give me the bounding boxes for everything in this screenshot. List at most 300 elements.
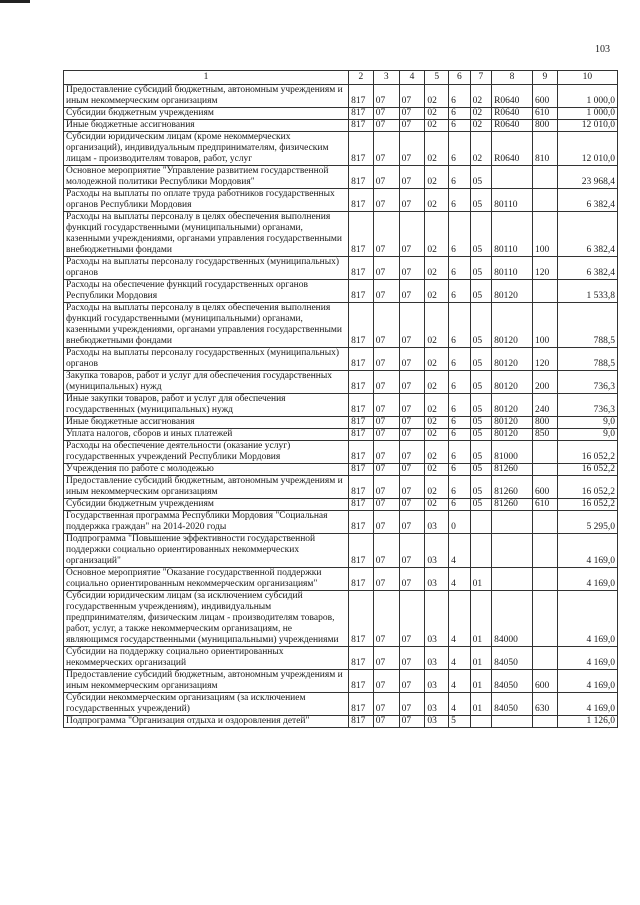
row-name: Основное мероприятие "Оказание государственной поддержки социально ориентированным некоммерческим организациям"	[64, 568, 349, 591]
cell-direction	[492, 534, 533, 568]
row-name: Закупка товаров, работ и услуг для обеспечения государственных (муниципальных) нужд	[64, 371, 349, 394]
table-row	[64, 417, 618, 429]
cell-direction: 84050	[492, 647, 533, 670]
cell-direction: 80120	[492, 303, 533, 348]
cell-subsection: 07	[399, 591, 425, 647]
cell-expense-type: 120	[532, 348, 557, 371]
cell-subsection: 07	[399, 303, 425, 348]
table-row	[64, 511, 618, 534]
cell-subsection: 07	[399, 280, 425, 303]
cell-program: 02	[425, 394, 449, 417]
cell-section: 07	[373, 303, 399, 348]
cell-subsection: 07	[399, 166, 425, 189]
row-name: Расходы на выплаты персоналу государственных (муниципальных) органов	[64, 348, 349, 371]
cell-direction: R0640	[492, 132, 533, 166]
row-name: Расходы на выплаты по оплате труда работников государственных органов Республики Мордовия	[64, 189, 349, 212]
cell-section: 07	[373, 693, 399, 716]
cell-subprogram: 6	[449, 371, 471, 394]
table-row	[64, 464, 618, 476]
cell-subsection: 07	[399, 417, 425, 429]
table-row	[64, 716, 618, 728]
row-name: Государственная программа Республики Мордовия "Социальная поддержка граждан" на 2014-2020 годы	[64, 511, 349, 534]
cell-ministry: 817	[349, 371, 374, 394]
cell-ministry: 817	[349, 476, 374, 499]
cell-activity	[470, 534, 492, 568]
cell-expense-type: 100	[532, 212, 557, 257]
table-row	[64, 257, 618, 280]
cell-expense-type: 610	[532, 108, 557, 120]
table-row	[64, 693, 618, 716]
cell-section: 07	[373, 348, 399, 371]
cell-amount: 4 169,0	[557, 647, 617, 670]
cell-ministry: 817	[349, 120, 374, 132]
col-header-10: 10	[557, 71, 617, 85]
cell-direction: 80120	[492, 394, 533, 417]
cell-amount: 1 000,0	[557, 108, 617, 120]
cell-direction	[492, 166, 533, 189]
cell-activity: 05	[470, 280, 492, 303]
cell-activity: 05	[470, 189, 492, 212]
row-name: Учреждения по работе с молодежью	[64, 464, 349, 476]
cell-activity: 05	[470, 429, 492, 441]
cell-program: 02	[425, 464, 449, 476]
cell-amount: 4 169,0	[557, 693, 617, 716]
cell-ministry: 817	[349, 108, 374, 120]
cell-direction: 80120	[492, 417, 533, 429]
cell-amount: 788,5	[557, 348, 617, 371]
cell-program: 02	[425, 476, 449, 499]
cell-ministry: 817	[349, 212, 374, 257]
cell-direction: 81260	[492, 499, 533, 511]
cell-expense-type: 100	[532, 303, 557, 348]
cell-amount: 9,0	[557, 429, 617, 441]
row-name: Основное мероприятие "Управление развитием государственной молодежной политики Республики Мордовия"	[64, 166, 349, 189]
cell-ministry: 817	[349, 670, 374, 693]
cell-expense-type	[532, 441, 557, 464]
cell-activity: 05	[470, 166, 492, 189]
cell-subsection: 07	[399, 85, 425, 108]
cell-section: 07	[373, 280, 399, 303]
cell-activity: 02	[470, 120, 492, 132]
cell-section: 07	[373, 647, 399, 670]
cell-activity	[470, 511, 492, 534]
cell-amount: 6 382,4	[557, 257, 617, 280]
cell-section: 07	[373, 568, 399, 591]
cell-subprogram: 6	[449, 464, 471, 476]
cell-expense-type	[532, 464, 557, 476]
col-header-1: 1	[64, 71, 349, 85]
cell-direction: 80120	[492, 371, 533, 394]
cell-amount: 4 169,0	[557, 568, 617, 591]
cell-subprogram: 6	[449, 499, 471, 511]
cell-amount: 6 382,4	[557, 189, 617, 212]
row-name: Уплата налогов, сборов и иных платежей	[64, 429, 349, 441]
cell-activity: 05	[470, 371, 492, 394]
cell-ministry: 817	[349, 591, 374, 647]
cell-amount: 1 126,0	[557, 716, 617, 728]
cell-section: 07	[373, 85, 399, 108]
cell-subsection: 07	[399, 476, 425, 499]
cell-subsection: 07	[399, 132, 425, 166]
cell-direction: 80110	[492, 189, 533, 212]
col-header-6: 6	[449, 71, 471, 85]
cell-ministry: 817	[349, 568, 374, 591]
cell-section: 07	[373, 371, 399, 394]
cell-activity: 05	[470, 464, 492, 476]
cell-direction: 84000	[492, 591, 533, 647]
cell-program: 02	[425, 429, 449, 441]
table-row	[64, 441, 618, 464]
cell-subprogram: 6	[449, 476, 471, 499]
cell-expense-type: 600	[532, 670, 557, 693]
cell-ministry: 817	[349, 348, 374, 371]
cell-ministry: 817	[349, 280, 374, 303]
row-name: Расходы на выплаты персоналу в целях обеспечения выполнения функций государственными (муниципальными) органами, казенными учреждениями, органами управления государственными внебюджетными фондами	[64, 212, 349, 257]
cell-subprogram: 6	[449, 429, 471, 441]
cell-expense-type	[532, 511, 557, 534]
cell-ministry: 817	[349, 257, 374, 280]
cell-amount: 6 382,4	[557, 212, 617, 257]
cell-expense-type	[532, 166, 557, 189]
cell-section: 07	[373, 499, 399, 511]
cell-program: 02	[425, 499, 449, 511]
cell-program: 02	[425, 303, 449, 348]
cell-activity: 05	[470, 476, 492, 499]
cell-subsection: 07	[399, 568, 425, 591]
cell-subsection: 07	[399, 499, 425, 511]
cell-subsection: 07	[399, 670, 425, 693]
table-row	[64, 348, 618, 371]
cell-direction: 80120	[492, 348, 533, 371]
cell-program: 02	[425, 132, 449, 166]
cell-subsection: 07	[399, 647, 425, 670]
cell-direction: R0640	[492, 120, 533, 132]
cell-amount: 4 169,0	[557, 534, 617, 568]
cell-program: 02	[425, 257, 449, 280]
row-name: Субсидии бюджетным учреждениям	[64, 108, 349, 120]
cell-program: 02	[425, 166, 449, 189]
cell-subsection: 07	[399, 464, 425, 476]
row-name: Иные закупки товаров, работ и услуг для обеспечения государственных (муниципальных) нужд	[64, 394, 349, 417]
col-header-2: 2	[349, 71, 374, 85]
cell-activity: 01	[470, 693, 492, 716]
cell-subsection: 07	[399, 716, 425, 728]
cell-subsection: 07	[399, 257, 425, 280]
cell-amount: 4 169,0	[557, 670, 617, 693]
cell-subsection: 07	[399, 534, 425, 568]
row-name: Субсидии бюджетным учреждениям	[64, 499, 349, 511]
cell-activity: 05	[470, 499, 492, 511]
table-row	[64, 280, 618, 303]
cell-activity: 05	[470, 212, 492, 257]
cell-subprogram: 4	[449, 647, 471, 670]
row-name: Расходы на обеспечение функций государственных органов Республики Мордовия	[64, 280, 349, 303]
scan-corner-mark	[0, 0, 30, 3]
cell-expense-type	[532, 189, 557, 212]
table-row	[64, 568, 618, 591]
table-row	[64, 670, 618, 693]
cell-subsection: 07	[399, 108, 425, 120]
cell-program: 02	[425, 280, 449, 303]
cell-subprogram: 4	[449, 693, 471, 716]
cell-subsection: 07	[399, 693, 425, 716]
cell-amount: 788,5	[557, 303, 617, 348]
cell-subprogram: 6	[449, 108, 471, 120]
cell-direction: 80110	[492, 212, 533, 257]
cell-section: 07	[373, 166, 399, 189]
cell-activity: 01	[470, 647, 492, 670]
cell-amount: 736,3	[557, 394, 617, 417]
cell-program: 02	[425, 417, 449, 429]
cell-subsection: 07	[399, 441, 425, 464]
row-name: Подпрограмма "Организация отдыха и оздоровления детей"	[64, 716, 349, 728]
cell-section: 07	[373, 534, 399, 568]
table-row	[64, 429, 618, 441]
cell-subprogram: 6	[449, 441, 471, 464]
row-name: Иные бюджетные ассигнования	[64, 120, 349, 132]
cell-subprogram: 6	[449, 348, 471, 371]
row-name: Расходы на выплаты персоналу в целях обеспечения выполнения функций государственными (муниципальными) органами, казенными учреждениями, органами управления государственными внебюджетными фондами	[64, 303, 349, 348]
cell-expense-type: 800	[532, 417, 557, 429]
cell-section: 07	[373, 476, 399, 499]
cell-subprogram: 4	[449, 591, 471, 647]
table-row	[64, 394, 618, 417]
cell-ministry: 817	[349, 716, 374, 728]
row-name: Предоставление субсидий бюджетным, автономным учреждениям и иным некоммерческим организациям	[64, 85, 349, 108]
row-name: Расходы на выплаты персоналу государственных (муниципальных) органов	[64, 257, 349, 280]
cell-amount: 9,0	[557, 417, 617, 429]
cell-section: 07	[373, 257, 399, 280]
table-row	[64, 189, 618, 212]
cell-program: 02	[425, 108, 449, 120]
cell-expense-type	[532, 280, 557, 303]
cell-program: 03	[425, 534, 449, 568]
cell-subprogram: 4	[449, 534, 471, 568]
cell-subprogram: 6	[449, 189, 471, 212]
row-name: Иные бюджетные ассигнования	[64, 417, 349, 429]
col-header-9: 9	[532, 71, 557, 85]
cell-activity: 05	[470, 303, 492, 348]
row-name: Субсидии некоммерческим организациям (за исключением государственных учреждений)	[64, 693, 349, 716]
cell-program: 02	[425, 371, 449, 394]
cell-program: 03	[425, 647, 449, 670]
cell-section: 07	[373, 670, 399, 693]
table-row	[64, 212, 618, 257]
cell-activity: 01	[470, 670, 492, 693]
cell-subprogram: 6	[449, 394, 471, 417]
cell-direction	[492, 716, 533, 728]
cell-ministry: 817	[349, 166, 374, 189]
cell-amount: 5 295,0	[557, 511, 617, 534]
cell-section: 07	[373, 591, 399, 647]
table-row	[64, 132, 618, 166]
cell-ministry: 817	[349, 417, 374, 429]
cell-expense-type	[532, 534, 557, 568]
table-row	[64, 534, 618, 568]
cell-subprogram: 6	[449, 166, 471, 189]
table-row	[64, 303, 618, 348]
table-row	[64, 591, 618, 647]
cell-subsection: 07	[399, 212, 425, 257]
cell-expense-type: 240	[532, 394, 557, 417]
cell-program: 02	[425, 212, 449, 257]
cell-subprogram: 5	[449, 716, 471, 728]
cell-direction: 84050	[492, 693, 533, 716]
cell-section: 07	[373, 511, 399, 534]
cell-direction: R0640	[492, 108, 533, 120]
cell-expense-type: 600	[532, 476, 557, 499]
cell-amount: 4 169,0	[557, 591, 617, 647]
cell-activity: 05	[470, 257, 492, 280]
cell-activity: 01	[470, 591, 492, 647]
cell-activity: 05	[470, 441, 492, 464]
cell-direction: 81260	[492, 476, 533, 499]
cell-subprogram: 6	[449, 132, 471, 166]
table-body	[64, 85, 618, 728]
cell-section: 07	[373, 716, 399, 728]
cell-subprogram: 6	[449, 257, 471, 280]
cell-activity: 05	[470, 348, 492, 371]
cell-subsection: 07	[399, 120, 425, 132]
cell-expense-type: 120	[532, 257, 557, 280]
table-row	[64, 108, 618, 120]
cell-ministry: 817	[349, 534, 374, 568]
cell-amount: 736,3	[557, 371, 617, 394]
cell-ministry: 817	[349, 189, 374, 212]
cell-expense-type: 810	[532, 132, 557, 166]
cell-expense-type: 200	[532, 371, 557, 394]
cell-subsection: 07	[399, 189, 425, 212]
cell-direction: 80120	[492, 429, 533, 441]
cell-section: 07	[373, 417, 399, 429]
cell-program: 03	[425, 716, 449, 728]
table-row	[64, 371, 618, 394]
cell-direction: 81260	[492, 464, 533, 476]
header-row	[64, 71, 618, 85]
cell-ministry: 817	[349, 429, 374, 441]
cell-activity: 02	[470, 85, 492, 108]
cell-amount: 12 010,0	[557, 120, 617, 132]
cell-direction	[492, 568, 533, 591]
cell-activity: 05	[470, 394, 492, 417]
row-name: Предоставление субсидий бюджетным, автономным учреждениям и иным некоммерческим организациям	[64, 670, 349, 693]
cell-ministry: 817	[349, 85, 374, 108]
cell-amount: 12 010,0	[557, 132, 617, 166]
cell-program: 03	[425, 511, 449, 534]
row-name: Субсидии на поддержку социально ориентированных некоммерческих организаций	[64, 647, 349, 670]
col-header-5: 5	[425, 71, 449, 85]
cell-amount: 16 052,2	[557, 499, 617, 511]
table-row	[64, 499, 618, 511]
cell-expense-type: 630	[532, 693, 557, 716]
cell-subprogram: 6	[449, 212, 471, 257]
cell-expense-type: 800	[532, 120, 557, 132]
cell-section: 07	[373, 429, 399, 441]
cell-subprogram: 6	[449, 280, 471, 303]
cell-ministry: 817	[349, 511, 374, 534]
cell-ministry: 817	[349, 303, 374, 348]
row-name: Подпрограмма "Повышение эффективности государственной поддержки социально ориентированных некоммерческих организаций"	[64, 534, 349, 568]
table-row	[64, 120, 618, 132]
cell-activity	[470, 716, 492, 728]
row-name: Субсидии юридическим лицам (за исключением субсидий государственным учреждениям), индивидуальным предпринимателям, физическим лицам - производителям товаров, работ, услуг, а также некоммерческим организациям, не являющимся государственными (муниципальными) учреждениями	[64, 591, 349, 647]
cell-expense-type	[532, 647, 557, 670]
cell-section: 07	[373, 394, 399, 417]
cell-program: 03	[425, 693, 449, 716]
cell-amount: 23 968,4	[557, 166, 617, 189]
cell-activity: 02	[470, 132, 492, 166]
cell-program: 02	[425, 85, 449, 108]
table-row	[64, 166, 618, 189]
cell-program: 02	[425, 189, 449, 212]
cell-direction: 80110	[492, 257, 533, 280]
cell-subsection: 07	[399, 429, 425, 441]
cell-expense-type	[532, 568, 557, 591]
cell-direction: R0640	[492, 85, 533, 108]
cell-ministry: 817	[349, 693, 374, 716]
cell-section: 07	[373, 464, 399, 476]
cell-section: 07	[373, 189, 399, 212]
cell-section: 07	[373, 441, 399, 464]
row-name: Расходы на обеспечение деятельности (оказание услуг) государственных учреждений Республики Мордовия	[64, 441, 349, 464]
table-row	[64, 647, 618, 670]
col-header-7: 7	[470, 71, 492, 85]
cell-subprogram: 4	[449, 568, 471, 591]
cell-program: 03	[425, 670, 449, 693]
cell-direction	[492, 511, 533, 534]
cell-section: 07	[373, 108, 399, 120]
cell-subsection: 07	[399, 348, 425, 371]
cell-activity: 02	[470, 108, 492, 120]
cell-expense-type: 600	[532, 85, 557, 108]
cell-subprogram: 6	[449, 120, 471, 132]
cell-ministry: 817	[349, 464, 374, 476]
table-row	[64, 476, 618, 499]
cell-activity: 05	[470, 417, 492, 429]
col-header-8: 8	[492, 71, 533, 85]
cell-program: 02	[425, 120, 449, 132]
cell-amount: 16 052,2	[557, 441, 617, 464]
cell-subsection: 07	[399, 371, 425, 394]
cell-amount: 16 052,2	[557, 464, 617, 476]
cell-subprogram: 4	[449, 670, 471, 693]
table-row	[64, 85, 618, 108]
cell-subsection: 07	[399, 394, 425, 417]
cell-ministry: 817	[349, 132, 374, 166]
cell-expense-type	[532, 591, 557, 647]
row-name: Предоставление субсидий бюджетным, автономным учреждениям и иным некоммерческим организациям	[64, 476, 349, 499]
cell-activity: 01	[470, 568, 492, 591]
cell-direction: 80120	[492, 280, 533, 303]
cell-ministry: 817	[349, 441, 374, 464]
cell-subprogram: 6	[449, 417, 471, 429]
cell-subsection: 07	[399, 511, 425, 534]
cell-amount: 16 052,2	[557, 476, 617, 499]
cell-program: 03	[425, 591, 449, 647]
cell-program: 02	[425, 441, 449, 464]
col-header-4: 4	[399, 71, 425, 85]
cell-subprogram: 0	[449, 511, 471, 534]
cell-amount: 1 000,0	[557, 85, 617, 108]
col-header-3: 3	[373, 71, 399, 85]
cell-section: 07	[373, 212, 399, 257]
cell-section: 07	[373, 120, 399, 132]
cell-direction: 81000	[492, 441, 533, 464]
cell-direction: 84050	[492, 670, 533, 693]
page-number: 103	[595, 44, 610, 55]
cell-subprogram: 6	[449, 303, 471, 348]
cell-expense-type	[532, 716, 557, 728]
